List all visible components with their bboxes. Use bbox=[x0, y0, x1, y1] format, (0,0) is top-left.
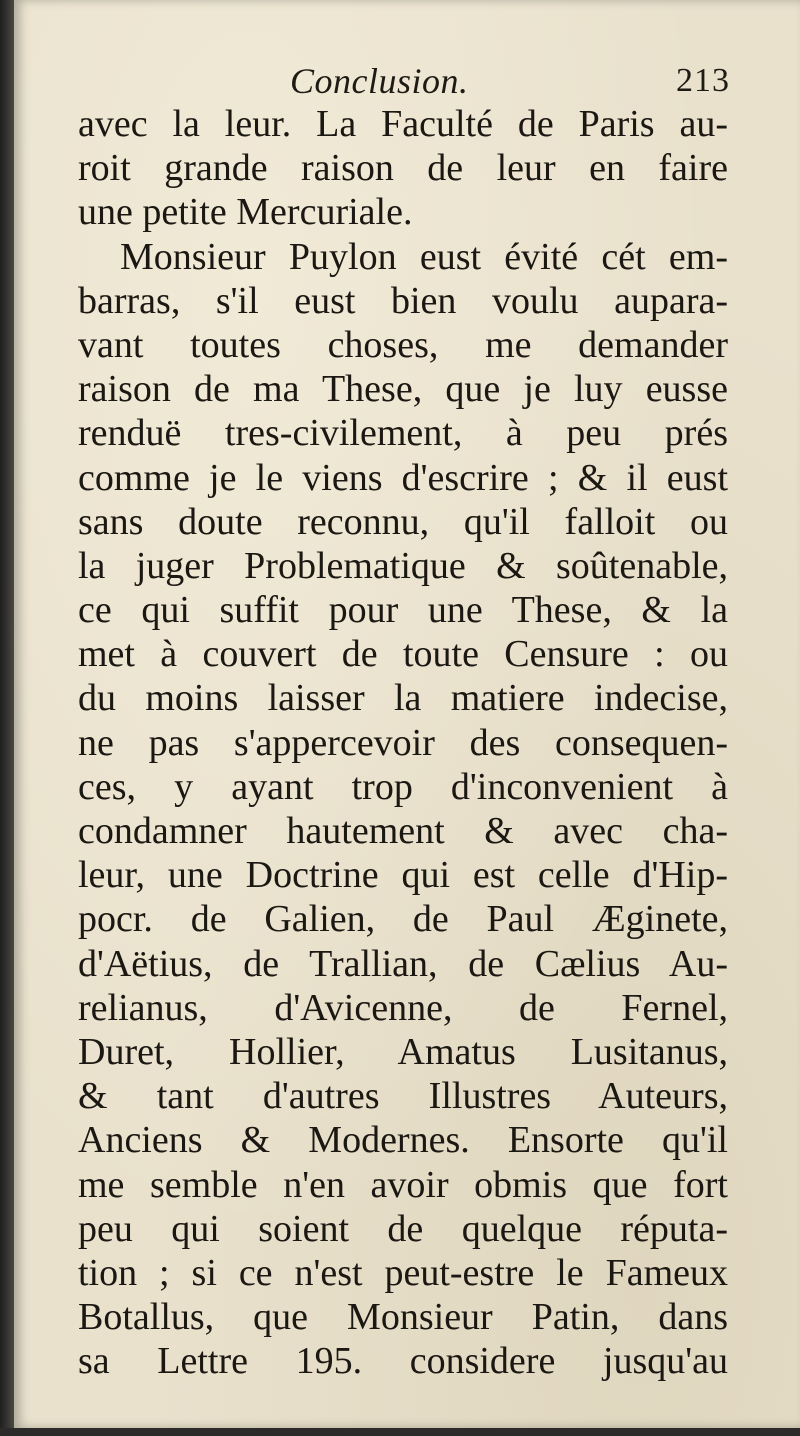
text-line: vant toutes choses, me demander bbox=[78, 323, 728, 366]
text-line: renduë tres-civilement, à peu prés bbox=[78, 412, 728, 455]
running-head: Conclusion. bbox=[290, 61, 469, 101]
page-number: 213 bbox=[676, 62, 730, 99]
text-line: Anciens & Modernes. Ensorte qu'il bbox=[78, 1119, 728, 1162]
text-line: tion ; si ce n'est peut-estre le Fameux bbox=[78, 1251, 728, 1294]
text-line: raison de ma These, que je luy eusse bbox=[78, 368, 728, 411]
text-line: & tant d'autres Illustres Auteurs, bbox=[78, 1075, 728, 1118]
page-header bbox=[80, 58, 730, 104]
text-line: Duret, Hollier, Amatus Lusitanus, bbox=[78, 1030, 728, 1073]
text-line: pocr. de Galien, de Paul Æginete, bbox=[78, 898, 728, 941]
text-line: la juger Problematique & soûtenable, bbox=[78, 544, 728, 587]
book-page bbox=[14, 0, 800, 1428]
page-bottom-edge bbox=[0, 1428, 800, 1436]
paragraph-start-line: Monsieur Puylon eust évité cét em- bbox=[120, 235, 728, 278]
text-line: me semble n'en avoir obmis que fort bbox=[78, 1163, 728, 1206]
text-line: peu qui soient de quelque réputa- bbox=[78, 1207, 728, 1250]
text-line: ce qui suffit pour une These, & la bbox=[78, 589, 728, 632]
text-line: avec la leur. La Faculté de Paris au- bbox=[78, 103, 728, 145]
text-line: ne pas s'appercevoir des consequen- bbox=[78, 721, 728, 764]
text-line: leur, une Doctrine qui est celle d'Hip- bbox=[78, 854, 728, 897]
text-line: condamner hautement & avec cha- bbox=[78, 810, 728, 852]
text-line: roit grande raison de leur en faire bbox=[78, 147, 728, 190]
text-line: met à couvert de toute Censure : ou bbox=[78, 633, 728, 676]
text-line: du moins laisser la matiere indecise, bbox=[78, 677, 728, 720]
text-line: Botallus, que Monsieur Patin, dans bbox=[78, 1296, 728, 1339]
text-line: d'Aëtius, de Trallian, de Cælius Au- bbox=[78, 942, 728, 985]
text-line: sa Lettre 195. considere jusqu'au bbox=[78, 1340, 728, 1383]
text-line: comme je le viens d'escrire ; & il eust bbox=[78, 456, 728, 499]
book-gutter-edge bbox=[0, 0, 14, 1436]
body-text bbox=[78, 102, 728, 1383]
text-line: barras, s'il eust bien voulu aupara- bbox=[78, 279, 728, 322]
text-line: sans doute reconnu, qu'il falloit ou bbox=[78, 500, 728, 543]
text-line: relianus, d'Avicenne, de Fernel, bbox=[78, 986, 728, 1029]
text-line: ces, y ayant trop d'inconvenient à bbox=[78, 765, 728, 808]
text-line: une petite Mercuriale. bbox=[78, 191, 413, 234]
